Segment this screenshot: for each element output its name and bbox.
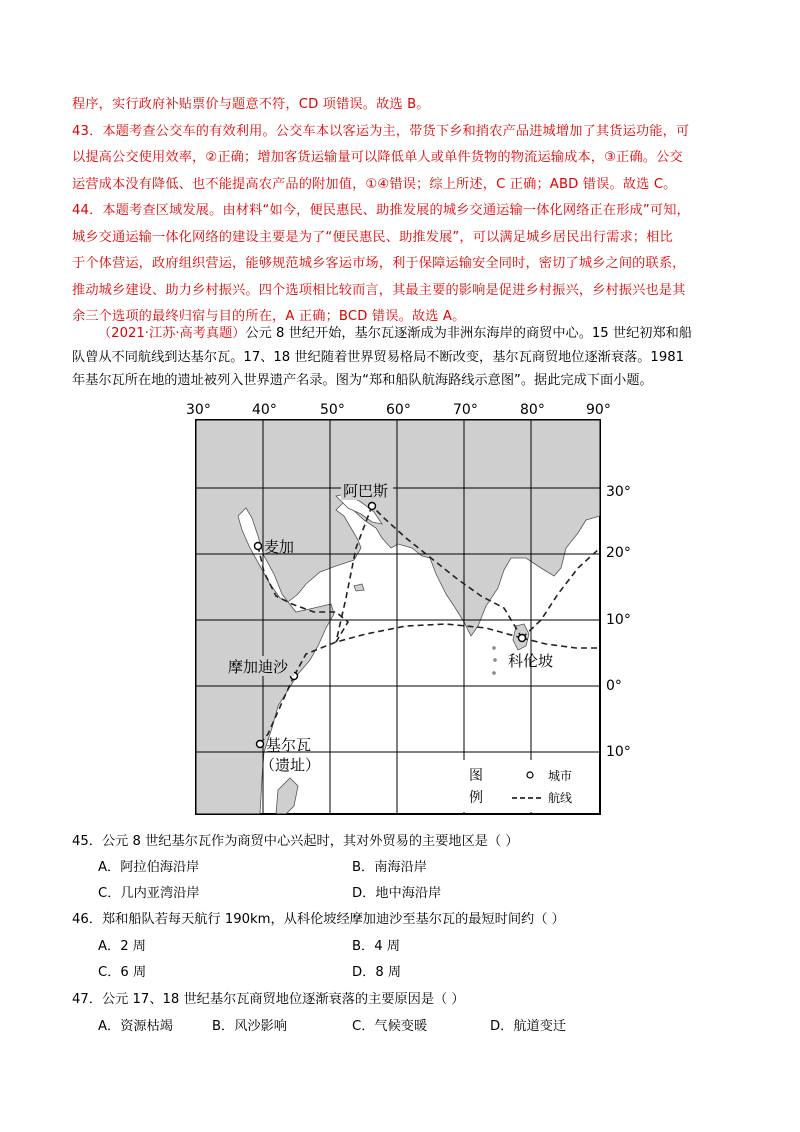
city-marker-jierwa: [257, 741, 264, 748]
legend-title-2: 例: [469, 790, 483, 806]
answer-43-line-3: 运营成本没有降低、也不能提高农产品的附加值，①④错误；综上所述，C 正确；ABD 错误。故选 C。: [72, 176, 677, 192]
question-intro: [72, 322, 732, 393]
label-yizhi: （遗址）: [260, 756, 321, 774]
q47-option-b[interactable]: B．风沙影响: [212, 1019, 287, 1034]
map-svg: [186, 398, 636, 818]
answer-44-line-4: 推动城乡建设、助力乡村振兴。四个选项相比较而言，其最主要的影响是促进乡村振兴，乡村振兴也是其: [72, 282, 686, 298]
lat-label-10n: 10°: [606, 612, 631, 628]
lon-label-30: 30°: [186, 402, 211, 418]
question-45-stem: 45．公元 8 世纪基尔瓦作为商贸中心兴起时，其对外贸易的主要地区是（ ）: [72, 834, 519, 849]
q47-option-d[interactable]: D．航道变迁: [490, 1019, 567, 1034]
q46-option-c[interactable]: C．6 周: [98, 965, 147, 980]
question-47-stem: 47．公元 17、18 世纪基尔瓦商贸地位逐渐衰落的主要原因是（ ）: [72, 992, 465, 1007]
q45-option-b[interactable]: B．南海沿岸: [352, 860, 427, 875]
answer-44-line-3: 于个体营运，政府组织营运，能够规范城乡客运市场，利于保障运输安全同时，密切了城乡之间的联系，: [72, 256, 686, 271]
lon-label-50: 50°: [320, 402, 345, 418]
legend-route-label: 航线: [548, 791, 573, 805]
legend-city-label: 城市: [548, 769, 573, 783]
answer-block: [72, 92, 732, 331]
map-legend: [458, 760, 596, 812]
q45-option-c[interactable]: C．几内亚湾沿岸: [98, 886, 200, 901]
city-marker-maijia: [255, 543, 262, 550]
lat-label-30n: 30°: [606, 484, 631, 500]
answer-43-line-1: 43．本题考查公交车的有效利用。公交车本以客运为主，带货下乡和捎农产品进城增加了其货运功能，可: [72, 123, 690, 139]
lat-label-0: 0°: [606, 678, 622, 694]
lon-label-80: 80°: [520, 402, 545, 418]
label-mojiadisha: 摩加迪沙: [228, 658, 289, 676]
answer-44-line-5: 余三个选项的最终归宿与目的所在，A 正确；BCD 错误。故选 A。: [72, 309, 466, 324]
label-abasi: 阿巴斯: [343, 482, 389, 500]
zheng-he-route-map: [186, 398, 636, 822]
lat-label-10s: 10°: [606, 744, 631, 760]
answer-42-tail: 程序，实行政府补贴票价与题意不符，CD 项错误。故选 B。: [72, 97, 430, 112]
intro-line-1: [72, 322, 732, 346]
intro-line-2: 队曾从不同航线到达基尔瓦。17、18 世纪随着世界贸易格局不断改变，基尔瓦商贸地位逐渐衰落。1981: [72, 349, 684, 365]
intro-line-1-text: 公元 8 世纪开始，基尔瓦逐渐成为非洲东海岸的商贸中心。15 世纪初郑和船: [245, 326, 693, 341]
city-marker-keluanpo: [519, 635, 526, 642]
label-keluanpo: 科伦坡: [508, 652, 554, 670]
lon-label-60: 60°: [386, 402, 411, 418]
q47-option-c[interactable]: C．气候变暖: [352, 1019, 428, 1034]
lon-label-90: 90°: [586, 402, 611, 418]
label-jierwa: 基尔瓦: [266, 736, 312, 754]
q46-option-d[interactable]: D．8 周: [352, 965, 402, 980]
answer-44-line-1: 44．本题考查区域发展。由材料“如今，便民惠民、助推发展的城乡交通运输一体化网络正在形成”可知，: [72, 203, 690, 218]
label-maijia: 麦加: [264, 538, 295, 556]
legend-title-1: 图: [469, 768, 483, 784]
q46-option-b[interactable]: B．4 周: [352, 939, 401, 954]
city-marker-abasi: [369, 503, 376, 510]
q45-option-a[interactable]: A．阿拉伯海沿岸: [98, 860, 200, 875]
answer-44-line-2: 城乡交通运输一体化网络的建设主要是为了“便民惠民、助推发展”，可以满足城乡居民出行需求；相比: [72, 229, 673, 245]
lat-label-20n: 20°: [606, 545, 631, 561]
source-tag: （2021·江苏·高考真题）: [98, 326, 246, 341]
lon-label-70: 70°: [453, 402, 478, 418]
q45-option-d[interactable]: D．地中海沿岸: [352, 886, 442, 901]
question-46-stem: 46．郑和船队若每天航行 190km，从科伦坡经摩加迪沙至基尔瓦的最短时间约（ ）: [72, 912, 565, 927]
answer-43-line-2: 以提高公交使用效率，②正确；增加客货运输量可以降低单人或单件货物的物流运输成本，③正确。公交: [72, 150, 683, 165]
legend-city-icon: [527, 772, 533, 778]
q46-option-a[interactable]: A．2 周: [98, 939, 146, 954]
lon-label-40: 40°: [252, 402, 277, 418]
q47-option-a[interactable]: A．资源枯竭: [98, 1019, 173, 1034]
intro-line-3: 年基尔瓦所在地的遗址被列入世界遗产名录。图为“郑和船队航海路线示意图”。据此完成下面小题。: [72, 373, 653, 388]
